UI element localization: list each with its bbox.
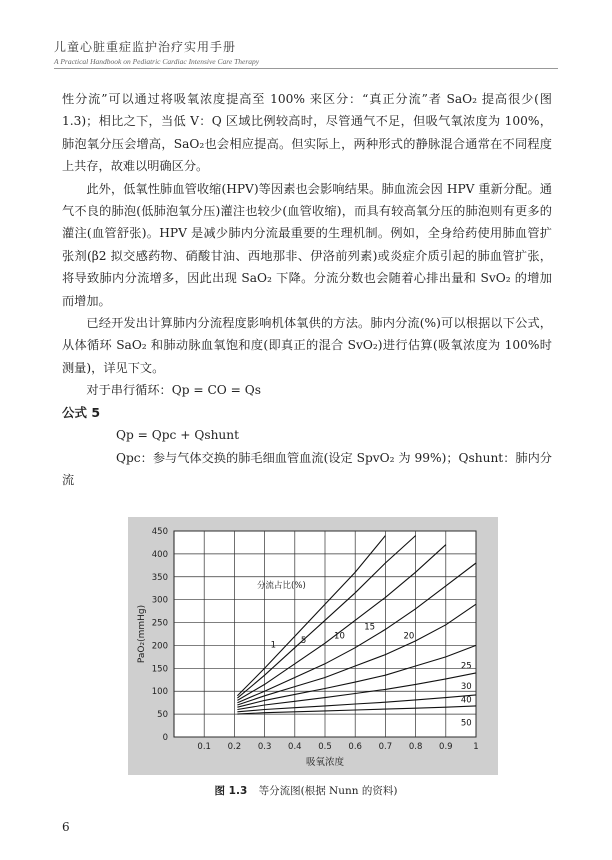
paragraph-1: 性分流”可以通过将吸氧浓度提高至 100% 来区分：“真正分流”者 SaO₂ 提高很少(图 1.3)；相比之下，当低 V：Q 区域比例较高时，尽管通气不足，但吸气氧浓度为 100%，肺泡氧分压会增高，SaO₂也会相应提高。但实际上，两种形式的静脉混合通常在不同程度上共存，故难以明确区分。 bbox=[62, 92, 552, 174]
series-label: 15 bbox=[364, 622, 376, 633]
x-tick-label: 0.2 bbox=[227, 742, 242, 752]
series-label: 50 bbox=[460, 718, 472, 729]
x-tick-label: 0.5 bbox=[318, 742, 332, 752]
y-tick-label: 450 bbox=[151, 527, 168, 537]
page-number: 6 bbox=[62, 820, 70, 834]
y-tick-label: 100 bbox=[151, 687, 168, 698]
x-tick-label: 0.1 bbox=[197, 742, 211, 752]
figure-number: 图 1.3 bbox=[214, 785, 248, 797]
y-tick-label: 50 bbox=[157, 710, 168, 721]
y-tick-label: 400 bbox=[151, 549, 168, 560]
x-tick-label: 0.6 bbox=[348, 742, 362, 752]
series-label: 5 bbox=[300, 636, 307, 647]
y-tick-label: 150 bbox=[151, 664, 168, 675]
x-tick-label: 0.7 bbox=[378, 742, 393, 752]
book-title: 儿童心脏重症监护治疗实用手册 bbox=[54, 40, 237, 54]
running-header bbox=[54, 38, 554, 66]
legend-title: 分流占比(%) bbox=[257, 581, 306, 592]
iso-shunt-figure bbox=[128, 517, 498, 775]
y-axis-label: PaO₂(mmHg) bbox=[137, 604, 147, 664]
x-tick-label: 0.8 bbox=[408, 742, 423, 752]
series-label: 40 bbox=[460, 695, 472, 706]
figure-caption-text: 等分流图(根据 Nunn 的资料) bbox=[258, 785, 398, 797]
series-circuit-line: 对于串行循环：Qp = CO = Qs bbox=[86, 383, 261, 398]
formula-title: 公式 5 bbox=[62, 404, 101, 420]
book-subtitle: A Practical Handbook on Pediatric Cardiac Intensive Care Therapy bbox=[54, 57, 260, 66]
series-label: 30 bbox=[460, 681, 472, 692]
y-tick-label: 350 bbox=[151, 572, 168, 583]
y-tick-label: 300 bbox=[151, 595, 168, 606]
paragraph-2: 此外，低氧性肺血管收缩(HPV)等因素也会影响结果。肺血流会因 HPV 重新分配。通气不良的肺泡(低肺泡氧分压)灌注也较少(血管收缩)，而具有较高氧分压的肺泡则有更多的灌注(血管舒张)。HPV 是减少肺内分流最重要的生理机制。例如，全身给药使用肺血管扩张剂(β2 拟交感药物、硝酸甘油、西地那非、伊洛前列素)或炎症介质引起的肺血管扩张，将导致肺内分流增多，因此出现 SaO₂ 下降。分流分数也会随着心排出量和 SvO₂ 的增加而增加。 bbox=[62, 181, 552, 308]
x-tick-label: 0.3 bbox=[257, 742, 272, 752]
y-tick-label: 200 bbox=[151, 641, 168, 652]
y-tick-label: 250 bbox=[151, 618, 168, 629]
series-label: 20 bbox=[403, 631, 415, 642]
formula-note: Qpc：参与气体交换的肺毛细血管血流(设定 SpvO₂ 为 99%)；Qshunt：肺内分流 bbox=[62, 450, 552, 487]
figure-caption bbox=[0, 783, 612, 798]
x-tick-label: 0.4 bbox=[288, 742, 302, 752]
x-tick-label: 0.9 bbox=[439, 742, 453, 752]
series-label: 10 bbox=[334, 631, 345, 642]
series-label: 25 bbox=[460, 661, 472, 672]
x-tick-label: 1 bbox=[473, 742, 479, 752]
series-label: 1 bbox=[270, 640, 277, 651]
y-tick-label: 0 bbox=[162, 733, 168, 743]
header-rule bbox=[54, 68, 558, 69]
formula-equation: Qp = Qpc + Qshunt bbox=[116, 428, 240, 443]
paragraph-3: 已经开发出计算肺内分流程度影响机体氧供的方法。肺内分流(%)可以根据以下公式，从体循环 SaO₂ 和肺动脉血氧饱和度(即真正的混合 SvO₂)进行估算(吸氧浓度为 100%时测量)，详见下文。 bbox=[62, 316, 552, 375]
iso-shunt-chart bbox=[128, 517, 498, 775]
body-text bbox=[62, 88, 552, 491]
x-axis-label: 吸氧浓度 bbox=[305, 757, 345, 768]
